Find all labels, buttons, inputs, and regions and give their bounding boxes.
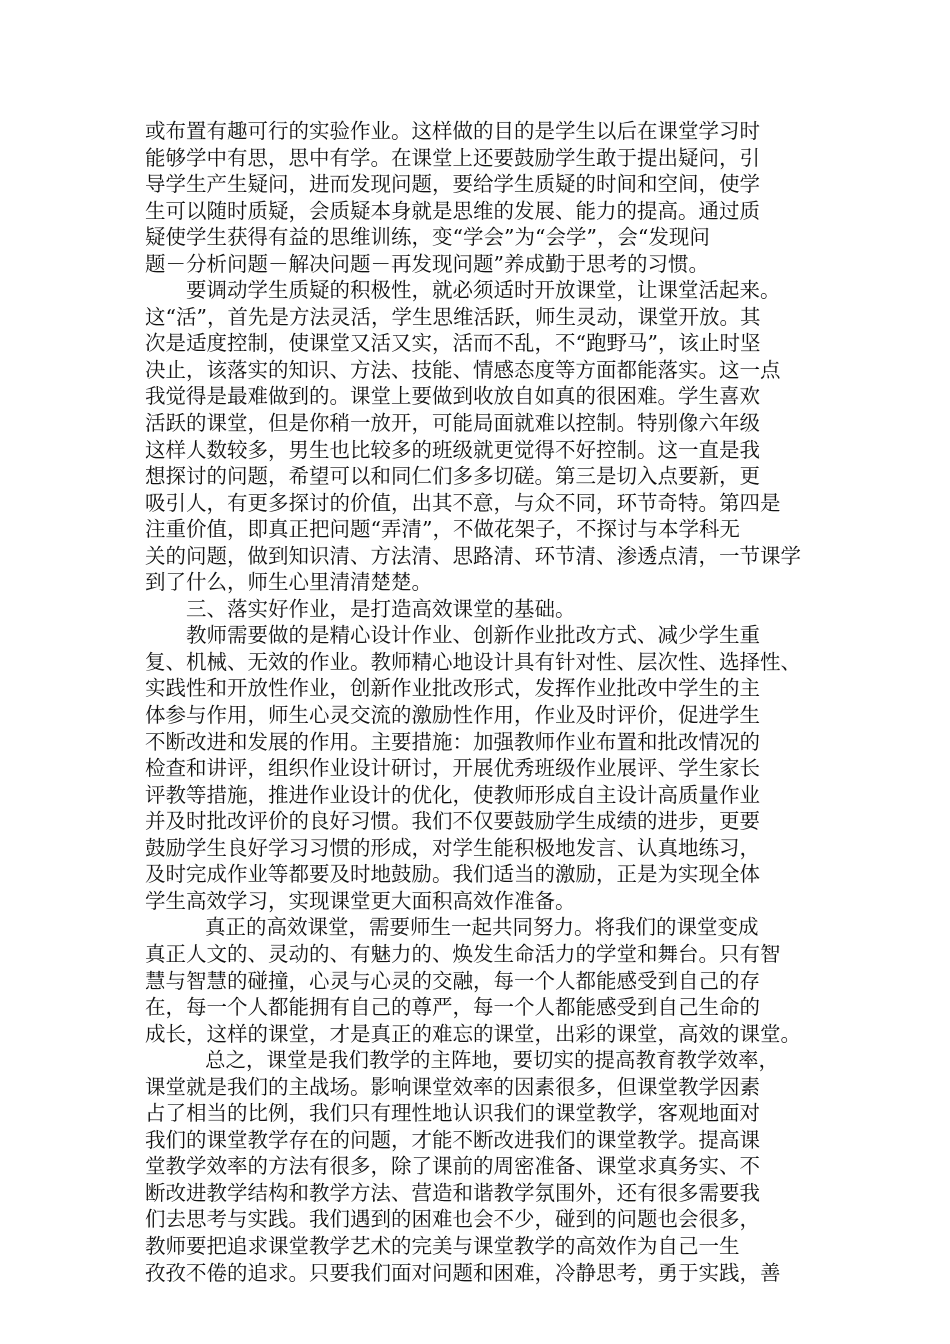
paragraph: [145, 277, 810, 596]
text-line: 教师需要做的是精心设计作业、创新作业批改方式、减少学生重: [186, 623, 760, 648]
text-line: 堂教学效率的方法有很多，除了课前的周密准备、课堂求真务实、不: [145, 1154, 760, 1179]
text-line: 三、落实好作业，是打造高效课堂的基础。: [186, 596, 576, 621]
text-line: 想探讨的问题，希望可以和同仁们多多切磋。第三是切入点要新，更: [145, 464, 760, 489]
text-line: 们去思考与实践。我们遇到的困难也会不少，碰到的问题也会很多，: [145, 1207, 760, 1232]
text-line: 吸引人，有更多探讨的价值，出其不意，与众不同，环节奇特。第四是: [145, 490, 781, 515]
paragraph: [145, 118, 810, 277]
text-line: 慧与智慧的碰撞，心灵与心灵的交融，每一个人都能感受到自己的存: [145, 968, 760, 993]
text-line: 及时完成作业等都要及时地鼓励。我们适当的激励，正是为实现全体: [145, 862, 760, 887]
text-line: 我觉得是最难做到的。课堂上要做到收放自如真的很困难。学生喜欢: [145, 384, 760, 409]
text-line: 教师要把追求课堂教学艺术的完美与课堂教学的高效作为自己一生: [145, 1233, 740, 1258]
text-line: 学生高效学习，实现课堂更大面积高效作准备。: [145, 888, 576, 913]
text-line: 实践性和开放性作业，创新作业批改形式，发挥作业批改中学生的主: [145, 676, 760, 701]
text-line: 疑使学生获得有益的思维训练，变“学会”为“会学”，会“发现问: [145, 225, 710, 250]
text-line: 真正人文的、灵动的、有魅力的、焕发生命活力的学堂和舞台。只有智: [145, 941, 781, 966]
text-line: 复、机械、无效的作业。教师精心地设计具有针对性、层次性、选择性、: [145, 649, 801, 674]
text-line: 关的问题，做到知识清、方法清、思路清、环节清、渗透点清，一节课学: [145, 543, 801, 568]
text-line: 次是适度控制，使课堂又活又实，活而不乱，不“跑野马”，该止时坚: [145, 331, 761, 356]
text-line: 生可以随时质疑，会质疑本身就是思维的发展、能力的提高。通过质: [145, 198, 760, 223]
text-line: 断改进教学结构和教学方法、营造和谐教学氛围外，还有很多需要我: [145, 1180, 760, 1205]
text-line: 题－分析问题－解决问题－再发现问题”养成勤于思考的习惯。: [145, 251, 709, 276]
text-line: 在，每一个人都能拥有自己的尊严，每一个人都能感受到自己生命的: [145, 995, 760, 1020]
text-line: 总之，课堂是我们教学的主阵地，要切实的提高教育教学效率，: [205, 1048, 779, 1073]
document-page: [145, 118, 810, 1286]
text-line: 我们的课堂教学存在的问题，才能不断改进我们的课堂教学。提高课: [145, 1127, 760, 1152]
text-line: 并及时批改评价的良好习惯。我们不仅要鼓励学生成绩的进步，更要: [145, 809, 760, 834]
text-line: 注重价值，即真正把问题“弄清”，不做花架子，不探讨与本学科无: [145, 517, 740, 542]
text-line: 这“活”，首先是方法灵活，学生思维活跃，师生灵动，课堂开放。其: [145, 304, 761, 329]
paragraph: [145, 1047, 810, 1286]
text-line: 评教等措施，推进作业设计的优化，使教师形成自主设计高质量作业: [145, 782, 760, 807]
text-line: 这样人数较多，男生也比较多的班级就更觉得不好控制。这一直是我: [145, 437, 760, 462]
text-line: 课堂就是我们的主战场。影响课堂效率的因素很多，但课堂教学因素: [145, 1074, 760, 1099]
paragraph: [145, 596, 810, 623]
text-line: 能够学中有思，思中有学。在课堂上还要鼓励学生敢于提出疑问，引: [145, 145, 760, 170]
text-line: 要调动学生质疑的积极性，就必须适时开放课堂，让课堂活起来。: [186, 278, 781, 303]
text-line: 占了相当的比例，我们只有理性地认识我们的课堂教学，客观地面对: [145, 1101, 760, 1126]
paragraph: [145, 914, 810, 1047]
text-line: 鼓励学生良好学习习惯的形成，对学生能积极地发言、认真地练习，: [145, 835, 760, 860]
text-line: 体参与作用，师生心灵交流的激励性作用，作业及时评价，促进学生: [145, 703, 760, 728]
text-line: 决止，该落实的知识、方法、技能、情感态度等方面都能落实。这一点: [145, 357, 781, 382]
text-line: 检查和讲评，组织作业设计研讨，开展优秀班级作业展评、学生家长: [145, 756, 760, 781]
text-line: 不断改进和发展的作用。主要措施：加强教师作业布置和批改情况的: [145, 729, 760, 754]
paragraph: [145, 622, 810, 914]
text-line: 或布置有趣可行的实验作业。这样做的目的是学生以后在课堂学习时: [145, 119, 760, 143]
text-line: 成长，这样的课堂，才是真正的难忘的课堂，出彩的课堂，高效的课堂。: [145, 1021, 801, 1046]
text-line: 真正的高效课堂，需要师生一起共同努力。将我们的课堂变成: [205, 915, 759, 940]
text-line: 到了什么，师生心里清清楚楚。: [145, 570, 432, 595]
text-line: 活跃的课堂，但是你稍一放开，可能局面就难以控制。特别像六年级: [145, 411, 760, 436]
text-line: 孜孜不倦的追求。只要我们面对问题和困难，冷静思考，勇于实践，善: [145, 1260, 781, 1285]
text-line: 导学生产生疑问，进而发现问题，要给学生质疑的时间和空间，使学: [145, 172, 760, 197]
